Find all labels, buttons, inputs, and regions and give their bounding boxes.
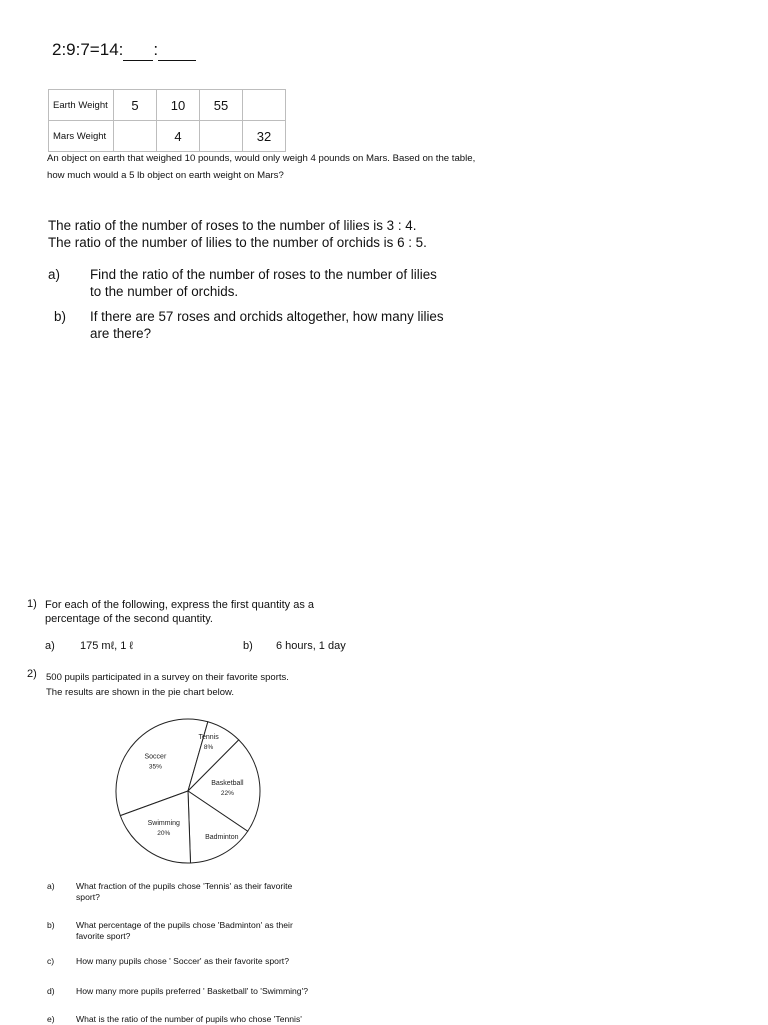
q1-part-b: 6 hours, 1 day xyxy=(276,640,346,652)
mars-weight-table xyxy=(48,89,286,152)
question-2-text xyxy=(46,670,289,700)
question-line: how much would a 5 lb object on earth weight on Mars? xyxy=(47,170,284,181)
part-label: a) xyxy=(45,640,55,652)
question-line: The results are shown in the pie chart below. xyxy=(46,687,234,698)
table-cell: 5 xyxy=(114,90,157,121)
flowers-part-a xyxy=(90,266,437,300)
ratio-separator: : xyxy=(153,40,159,59)
q2-part-c: How many pupils chose ' Soccer' as their favorite sport? xyxy=(76,956,289,966)
part-label: e) xyxy=(47,1014,55,1024)
question-line: 500 pupils participated in a survey on their favorite sports. xyxy=(46,672,289,683)
ratio-text: 2:9:7=14: xyxy=(52,40,124,59)
part-line: favorite sport? xyxy=(76,931,131,941)
row-header: Mars Weight xyxy=(49,121,114,152)
ratio-problem xyxy=(52,40,196,61)
pie-label-soccer: Soccer xyxy=(144,753,167,761)
pie-value-tennis: 8% xyxy=(203,744,214,752)
table-cell xyxy=(114,121,157,152)
problem-line: The ratio of the number of lilies to the number of orchids is 6 : 5. xyxy=(48,235,427,250)
table-row xyxy=(49,90,286,121)
pie-label-basketball: Basketball xyxy=(211,780,244,788)
part-label: b) xyxy=(243,640,253,652)
table-cell: 4 xyxy=(157,121,200,152)
part-line: sport? xyxy=(76,892,100,902)
q1-part-a: 175 mℓ, 1 ℓ xyxy=(80,640,133,652)
problem-line: The ratio of the number of roses to the number of lilies is 3 : 4. xyxy=(48,218,417,233)
pie-value-swimming: 20% xyxy=(157,829,171,837)
part-line: Find the ratio of the number of roses to the number of lilies xyxy=(90,267,437,282)
row-header: Earth Weight xyxy=(49,90,114,121)
part-label: a) xyxy=(48,267,60,282)
answer-blank-2 xyxy=(158,40,196,61)
question-line: An object on earth that weighed 10 pounds, would only weigh 4 pounds on Mars. Based on the table, xyxy=(47,153,476,164)
part-label: b) xyxy=(54,309,66,324)
question-number: 1) xyxy=(27,598,37,610)
mars-question xyxy=(47,150,475,184)
flowers-part-b xyxy=(90,308,444,342)
table-cell: 32 xyxy=(243,121,286,152)
part-line: What fraction of the pupils chose 'Tennis' as their favorite xyxy=(76,881,293,891)
pie-label-tennis: Tennis xyxy=(198,734,219,742)
flowers-problem xyxy=(48,217,427,251)
q2-part-b xyxy=(76,920,293,942)
sports-pie-chart xyxy=(100,712,280,872)
table-cell xyxy=(200,121,243,152)
part-line: What percentage of the pupils chose 'Badminton' as their xyxy=(76,920,293,930)
table-cell: 55 xyxy=(200,90,243,121)
question-1-text xyxy=(45,598,314,626)
part-label: c) xyxy=(47,956,55,966)
pie-value-soccer: 35% xyxy=(148,763,162,771)
pie-label-swimming: Swimming xyxy=(147,819,180,827)
table-cell: 10 xyxy=(157,90,200,121)
part-label: d) xyxy=(47,986,55,996)
part-label: b) xyxy=(47,920,55,930)
q2-part-a xyxy=(76,881,292,903)
part-line: are there? xyxy=(90,326,152,341)
question-line: percentage of the second quantity. xyxy=(45,613,213,625)
table-cell xyxy=(243,90,286,121)
q2-part-e: What is the ratio of the number of pupils who chose 'Tennis' xyxy=(76,1014,302,1024)
part-line: to the number of orchids. xyxy=(90,284,239,299)
part-label: a) xyxy=(47,881,55,891)
pie-value-basketball: 22% xyxy=(220,790,234,798)
pie-label-badminton: Badminton xyxy=(205,833,239,841)
table-row xyxy=(49,121,286,152)
question-line: For each of the following, express the first quantity as a xyxy=(45,599,315,611)
part-line: If there are 57 roses and orchids altogether, how many lilies xyxy=(90,309,444,324)
q2-part-d: How many more pupils preferred ' Basketball' to 'Swimming'? xyxy=(76,986,309,996)
question-number: 2) xyxy=(27,668,37,680)
answer-blank-1 xyxy=(123,40,153,61)
